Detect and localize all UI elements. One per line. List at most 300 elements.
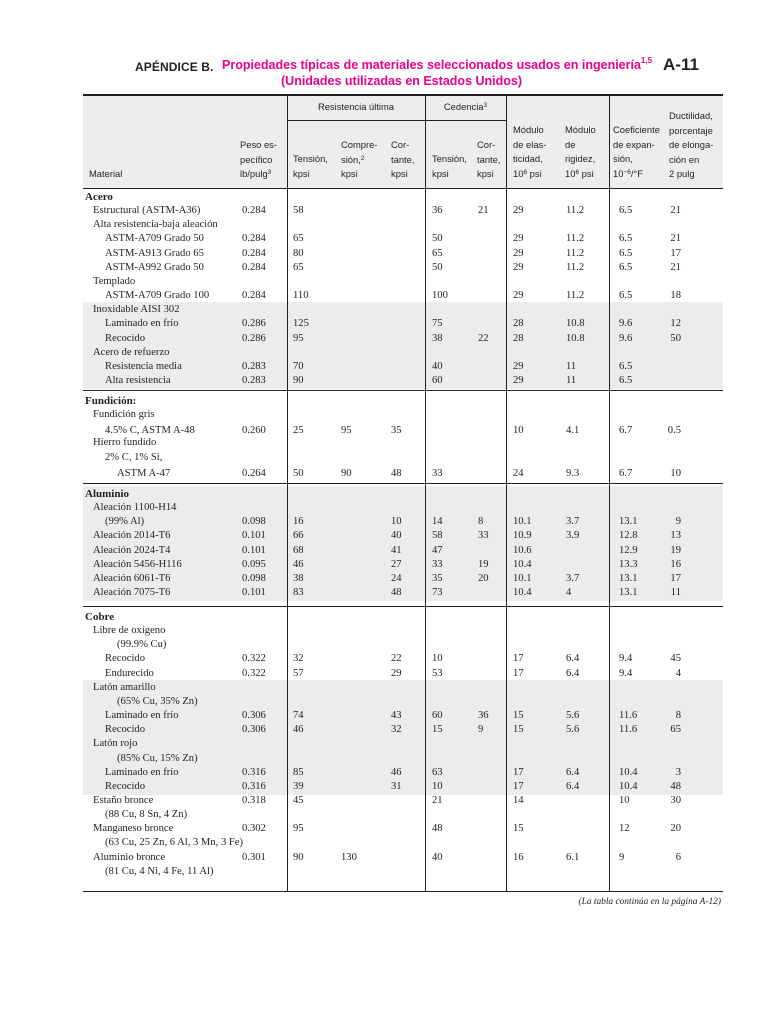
table-row [0, 346, 768, 360]
ductility-value: 30 [670, 794, 681, 806]
expansion-value: 6.5 [619, 233, 633, 245]
shear-value: 32 [391, 724, 402, 736]
page-number: A-11 [663, 55, 699, 74]
yield-tension-value: 50 [432, 233, 443, 245]
weight-value: 0.316 [242, 780, 266, 792]
header-footnote: 2 [360, 154, 365, 162]
material-name: Laminado en frío [105, 766, 179, 778]
col-header-compression [341, 138, 377, 182]
rigidity-value: 10.8 [566, 332, 585, 344]
material-name: Aleación 2014-T6 [93, 530, 171, 542]
table-row [0, 723, 768, 737]
table-row [0, 247, 768, 261]
yield-tension-value: 65 [432, 247, 443, 259]
tension-value: 16 [293, 516, 304, 528]
header-line: Compre- [341, 139, 378, 150]
material-name: Latón amarillo [93, 681, 156, 693]
material-name: ASTM-A992 Grado 50 [105, 261, 204, 273]
yield-shear-value: 8 [478, 516, 484, 528]
table-row [0, 408, 768, 422]
rigidity-value: 11.2 [566, 290, 585, 302]
expansion-value: 12.9 [619, 544, 638, 556]
page-title-footnote: 1,5 [640, 56, 653, 65]
page-title-text: Propiedades típicas de materiales seleccionados usados en ingeniería [222, 58, 641, 72]
ductility-value: 20 [670, 823, 681, 835]
expansion-value: 9 [619, 851, 625, 863]
weight-value: 0.101 [242, 530, 266, 542]
ductility-value: 21 [670, 233, 681, 245]
tension-value: 90 [293, 851, 304, 863]
header-line: Ductilidad, [669, 110, 713, 121]
table-row [0, 794, 768, 808]
ductility-value: 0.5 [667, 425, 681, 437]
table-row [0, 317, 768, 331]
appendix-label: APÉNDICE B. [135, 60, 214, 74]
col-header-shear [391, 138, 414, 182]
table-row [0, 822, 768, 836]
header-footnote: 3 [483, 102, 488, 109]
compression-value: 130 [341, 851, 357, 863]
group-heading: Aluminio [85, 488, 130, 500]
weight-value: 0.284 [242, 233, 266, 245]
ductility-value: 13 [670, 530, 681, 542]
modulus-value: 17 [513, 780, 524, 792]
ductility-value: 3 [675, 766, 681, 778]
rigidity-value: 4 [566, 587, 572, 599]
weight-value: 0.302 [242, 823, 266, 835]
yield-tension-value: 40 [432, 360, 443, 372]
ductility-value: 8 [675, 710, 681, 722]
ductility-value: 19 [670, 544, 681, 556]
ductility-value: 17 [670, 247, 681, 259]
tension-value: 95 [293, 332, 304, 344]
header-line: Cor- [391, 139, 410, 150]
yield-tension-value: 21 [432, 794, 443, 806]
table-row [0, 865, 768, 879]
tension-value: 32 [293, 653, 304, 665]
header-line: Tensión, [293, 153, 328, 164]
shear-value: 35 [391, 425, 402, 437]
material-name: Recocido [105, 780, 146, 792]
header-line-text: psi [581, 167, 594, 179]
material-name: Hierro fundido [93, 437, 157, 449]
table-row [0, 218, 768, 232]
yield-tension-value: 48 [432, 823, 443, 835]
material-name: (85% Cu, 15% Zn) [117, 752, 198, 764]
expansion-value: 10.4 [619, 780, 638, 792]
weight-value: 0.286 [242, 318, 266, 330]
yield-tension-value: 15 [432, 724, 443, 736]
ductility-value: 9 [675, 516, 681, 528]
tension-value: 83 [293, 587, 304, 599]
header-footnote: 6 [575, 168, 580, 176]
table-row [0, 808, 768, 822]
rigidity-value: 3.7 [566, 572, 580, 584]
yield-shear-value: 19 [478, 558, 489, 570]
tension-value: 58 [293, 205, 304, 217]
rigidity-value: 4.1 [566, 425, 580, 437]
material-name: ASTM-A709 Grado 50 [105, 233, 204, 245]
page-subtitle: (Unidades utilizadas en Estados Unidos) [281, 74, 523, 88]
ductility-value: 6 [675, 851, 681, 863]
yield-shear-value: 22 [478, 332, 489, 344]
header-footnote: 6 [523, 168, 528, 176]
tension-value: 85 [293, 766, 304, 778]
table-row [0, 624, 768, 638]
weight-value: 0.264 [242, 467, 266, 479]
weight-value: 0.301 [242, 851, 266, 863]
tension-value: 65 [293, 233, 304, 245]
material-name: Manganeso bronce [93, 823, 174, 835]
ductility-value: 11 [670, 587, 681, 599]
table-header-rule [83, 188, 723, 189]
ductility-value: 17 [670, 572, 681, 584]
weight-value: 0.098 [242, 572, 266, 584]
material-name: Aluminio bronce [93, 851, 166, 863]
table-row [0, 289, 768, 303]
yield-tension-value: 63 [432, 766, 443, 778]
table-row [0, 275, 768, 289]
yield-tension-value: 53 [432, 667, 443, 679]
weight-value: 0.318 [242, 794, 266, 806]
material-name: 4.5% C, ASTM A-48 [105, 425, 195, 437]
header-line [613, 167, 660, 182]
yield-tension-value: 60 [432, 710, 443, 722]
weight-value: 0.095 [242, 558, 266, 570]
header-line: pecífico [240, 153, 273, 165]
expansion-value: 9.4 [619, 653, 633, 665]
material-name: Endurecido [105, 667, 154, 679]
ductility-value: 21 [670, 205, 681, 217]
shear-value: 22 [391, 653, 402, 665]
modulus-value: 29 [513, 261, 524, 273]
header-line: Módulo [565, 124, 596, 135]
table-row [0, 652, 768, 666]
ultimate-group-rule [287, 120, 425, 121]
header-line: Coeficiente [613, 124, 660, 135]
material-name: ASTM A-47 [117, 467, 171, 479]
shear-value: 46 [391, 766, 402, 778]
group-heading-row [0, 610, 768, 624]
tension-value: 80 [293, 247, 304, 259]
tension-value: 38 [293, 572, 304, 584]
rigidity-value: 11.2 [566, 261, 585, 273]
col-header-weight [240, 138, 277, 182]
header-line: de elonga- [669, 139, 714, 150]
expansion-value: 13.3 [619, 558, 638, 570]
ductility-value: 12 [670, 318, 681, 330]
shear-value: 27 [391, 558, 402, 570]
table-row [0, 638, 768, 652]
table-row [0, 752, 768, 766]
group-heading-row [0, 487, 768, 501]
ductility-value: 21 [670, 261, 681, 273]
header-line [240, 167, 277, 182]
header-line: Tensión, [432, 153, 467, 164]
material-name: Libre de oxígeno [93, 625, 166, 637]
weight-value: 0.101 [242, 587, 266, 599]
material-name: (88 Cu, 8 Sn, 4 Zn) [105, 809, 188, 821]
material-name: Estructural (ASTM-A36) [93, 205, 201, 217]
yield-tension-value: 40 [432, 851, 443, 863]
expansion-value: 11.6 [619, 710, 638, 722]
yield-tension-value: 10 [432, 780, 443, 792]
header-line: porcentaje [669, 124, 713, 136]
tension-value: 90 [293, 374, 304, 386]
material-name: Alta resistencia-baja aleación [93, 219, 218, 231]
table-row [0, 467, 768, 481]
modulus-value: 29 [513, 290, 524, 302]
header-line: tante, [477, 153, 501, 165]
yield-tension-value: 10 [432, 653, 443, 665]
rigidity-value: 10.8 [566, 318, 585, 330]
weight-value: 0.283 [242, 374, 266, 386]
header-line-text: 10 [565, 167, 576, 179]
group-heading: Fundición: [85, 395, 137, 407]
table-row [0, 529, 768, 543]
col-header-expansion [613, 123, 660, 181]
rigidity-value: 6.4 [566, 780, 580, 792]
yield-tension-value: 60 [432, 374, 443, 386]
header-line: ticidad, [513, 153, 543, 164]
header-line-text: sión, [341, 153, 361, 165]
modulus-value: 15 [513, 710, 524, 722]
yield-tension-value: 47 [432, 544, 443, 556]
expansion-value: 13.1 [619, 516, 638, 528]
tension-value: 45 [293, 794, 304, 806]
tension-value: 70 [293, 360, 304, 372]
col-header-ductility [669, 109, 713, 182]
header-line-text: 10 [613, 167, 624, 179]
weight-value: 0.306 [242, 710, 266, 722]
expansion-value: 6.7 [619, 425, 633, 437]
tension-value: 46 [293, 724, 304, 736]
header-line: Cor- [477, 139, 496, 150]
table-row [0, 586, 768, 600]
tension-value: 110 [293, 290, 309, 302]
expansion-value: 6.5 [619, 205, 633, 217]
shear-value: 31 [391, 780, 402, 792]
weight-value: 0.098 [242, 516, 266, 528]
tension-value: 74 [293, 710, 304, 722]
modulus-value: 29 [513, 360, 524, 372]
table-row [0, 836, 768, 850]
header-line: Peso es- [240, 139, 277, 150]
header-line: de [565, 138, 576, 150]
weight-value: 0.306 [242, 724, 266, 736]
weight-value: 0.284 [242, 290, 266, 302]
ductility-value: 65 [670, 724, 681, 736]
header-line: rigidez, [565, 153, 596, 164]
material-name: Aleación 6061-T6 [93, 572, 171, 584]
table-top-rule [83, 94, 723, 96]
ductility-value: 4 [675, 667, 681, 679]
yield-tension-value: 75 [432, 318, 443, 330]
shear-value: 10 [391, 516, 402, 528]
material-name: ASTM-A913 Grado 65 [105, 247, 204, 259]
modulus-value: 14 [513, 794, 524, 806]
header-line [341, 153, 377, 168]
header-line-text: lb/pulg [240, 168, 268, 179]
expansion-value: 6.7 [619, 467, 633, 479]
col-group-yield [425, 100, 506, 115]
header-line: kpsi [432, 167, 449, 179]
material-name: Recocido [105, 724, 146, 736]
expansion-value: 9.6 [619, 318, 633, 330]
table-row [0, 232, 768, 246]
weight-value: 0.284 [242, 205, 266, 217]
material-name: Acero de refuerzo [93, 346, 170, 358]
yield-tension-value: 38 [432, 332, 443, 344]
table-row [0, 515, 768, 529]
table-row [0, 695, 768, 709]
header-footnote: −6 [623, 168, 631, 176]
material-name: (63 Cu, 25 Zn, 6 Al, 3 Mn, 3 Fe) [105, 837, 244, 849]
modulus-value: 29 [513, 247, 524, 259]
material-name: (99.9% Cu) [117, 639, 167, 651]
tension-value: 50 [293, 467, 304, 479]
rigidity-value: 6.4 [566, 667, 580, 679]
shear-value: 41 [391, 544, 402, 556]
ductility-value: 48 [670, 780, 681, 792]
rigidity-value: 11.2 [566, 247, 585, 259]
rigidity-value: 5.6 [566, 724, 580, 736]
header-line: tante, [391, 153, 415, 165]
modulus-value: 10.1 [513, 572, 532, 584]
yield-shear-value: 20 [478, 572, 489, 584]
table-row [0, 558, 768, 572]
table-row [0, 737, 768, 751]
col-group-ultimate: Resistencia última [317, 101, 395, 112]
modulus-value: 29 [513, 205, 524, 217]
ductility-value: 45 [670, 653, 681, 665]
rigidity-value: 3.9 [566, 530, 580, 542]
modulus-value: 17 [513, 667, 524, 679]
table-row [0, 780, 768, 794]
table-row [0, 374, 768, 388]
yield-shear-value: 33 [478, 530, 489, 542]
page-header [0, 0, 768, 95]
expansion-value: 13.1 [619, 572, 638, 584]
header-line-text: /°F [630, 167, 643, 179]
header-line: sión, [613, 153, 633, 164]
weight-value: 0.316 [242, 766, 266, 778]
rigidity-value: 9.3 [566, 467, 580, 479]
modulus-value: 10 [513, 425, 524, 437]
header-line: de expan- [613, 138, 655, 150]
header-line: kpsi [341, 168, 358, 179]
expansion-value: 12.8 [619, 530, 638, 542]
header-footnote: 3 [267, 169, 272, 176]
modulus-value: 10.4 [513, 558, 532, 570]
yield-shear-value: 9 [478, 724, 484, 736]
group-heading: Cobre [85, 611, 115, 623]
material-name: Estaño bronce [93, 794, 154, 806]
shear-value: 43 [391, 710, 402, 722]
yield-tension-value: 50 [432, 261, 443, 273]
ductility-value: 50 [670, 332, 681, 344]
shear-value: 48 [391, 467, 402, 479]
shear-value: 24 [391, 572, 402, 584]
shear-value: 40 [391, 530, 402, 542]
col-header-rigidity [565, 123, 596, 181]
expansion-value: 6.5 [619, 247, 633, 259]
material-name: Fundición gris [93, 409, 155, 421]
tension-value: 46 [293, 558, 304, 570]
rigidity-value: 11 [566, 374, 577, 386]
rigidity-value: 6.1 [566, 851, 580, 863]
yield-tension-value: 100 [432, 290, 448, 302]
weight-value: 0.322 [242, 667, 266, 679]
col-header-material: Material [89, 168, 123, 179]
material-name: Laminado en frío [105, 318, 179, 330]
material-name: Laminado en frío [105, 710, 179, 722]
group-separator [83, 390, 723, 391]
table-row [0, 572, 768, 586]
modulus-value: 28 [513, 332, 524, 344]
modulus-value: 10.9 [513, 530, 532, 542]
weight-value: 0.284 [242, 247, 266, 259]
weight-value: 0.101 [242, 544, 266, 556]
material-name: Aleación 2024-T4 [93, 544, 171, 556]
tension-value: 39 [293, 780, 304, 792]
table-row [0, 261, 768, 275]
header-line: Módulo [513, 124, 544, 135]
col-header-tension [293, 152, 328, 181]
header-line: ción en [669, 153, 700, 165]
table-row [0, 766, 768, 780]
shear-value: 29 [391, 667, 402, 679]
modulus-value: 10.6 [513, 544, 532, 556]
material-name: Resistencia media [105, 360, 182, 372]
rigidity-value: 6.4 [566, 653, 580, 665]
modulus-value: 16 [513, 851, 524, 863]
header-line: 2 pulg [669, 168, 695, 179]
group-separator [83, 483, 723, 484]
yield-group-rule [425, 120, 506, 121]
table-row [0, 709, 768, 723]
material-name: ASTM-A709 Grado 100 [105, 290, 210, 302]
modulus-value: 24 [513, 467, 524, 479]
material-name: (99% Al) [105, 516, 145, 528]
header-line-text: Cedencia [443, 101, 484, 112]
modulus-value: 15 [513, 724, 524, 736]
table-row [0, 332, 768, 346]
header-line: kpsi [391, 168, 408, 179]
table-bottom-rule [83, 891, 723, 892]
table-row [0, 544, 768, 558]
rigidity-value: 11 [566, 360, 577, 372]
group-heading: Acero [85, 191, 113, 203]
expansion-value: 11.6 [619, 724, 638, 736]
tension-value: 68 [293, 544, 304, 556]
col-header-yield-tension [432, 152, 467, 181]
header-line: kpsi [477, 168, 494, 179]
material-name: 2% C, 1% Si, [105, 451, 163, 463]
weight-value: 0.286 [242, 332, 266, 344]
modulus-value: 28 [513, 318, 524, 330]
expansion-value: 6.5 [619, 374, 633, 386]
tension-value: 66 [293, 530, 304, 542]
table-row [0, 451, 768, 465]
group-heading-row [0, 394, 768, 408]
header-line: kpsi [293, 167, 310, 179]
modulus-value: 17 [513, 653, 524, 665]
weight-value: 0.284 [242, 261, 266, 273]
material-name: (81 Cu, 4 Ni, 4 Fe, 11 Al) [105, 865, 214, 877]
yield-tension-value: 36 [432, 205, 443, 217]
yield-tension-value: 14 [432, 516, 443, 528]
